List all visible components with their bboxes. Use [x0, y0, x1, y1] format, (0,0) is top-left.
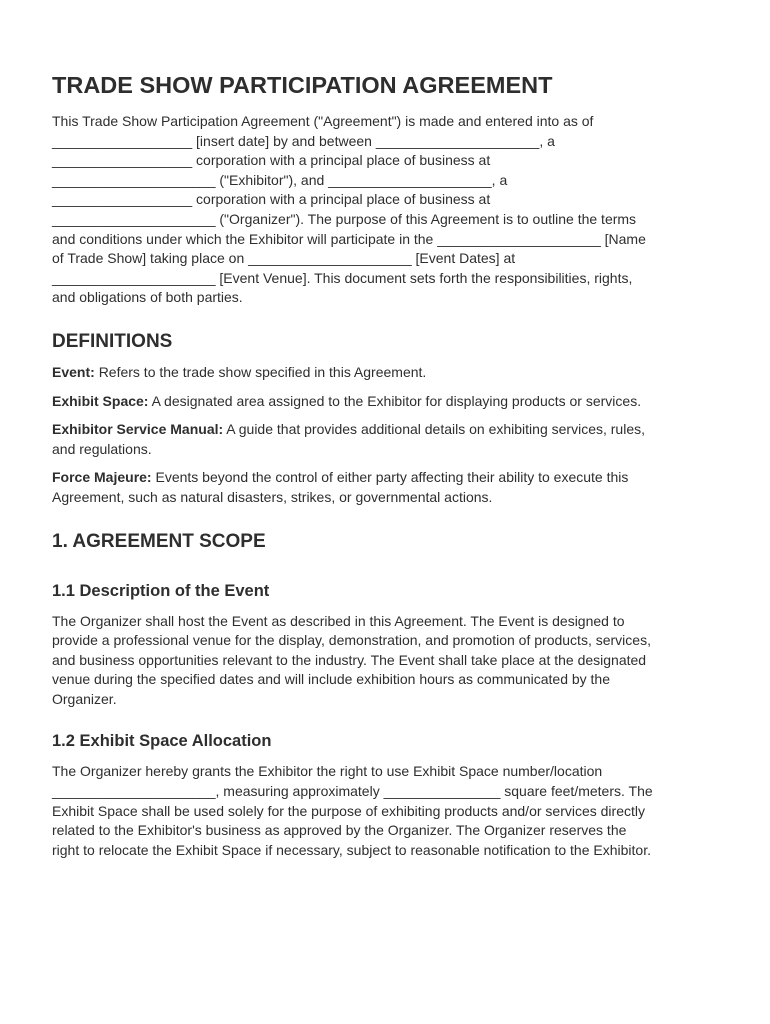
paragraph-line: The Organizer shall host the Event as described in this Agreement. The Event is designed to	[52, 612, 625, 629]
definition-term: Exhibitor Service Manual:	[52, 421, 224, 438]
paragraph-line: venue during the specified dates and will include exhibition hours as communicated by the	[52, 671, 611, 688]
intro-line: This Trade Show Participation Agreement ("Agreement") is made and entered into as of	[52, 113, 594, 129]
paragraph-line: right to relocate the Exhibit Space if necessary, subject to reasonable notification to the Exhibitor.	[52, 841, 651, 858]
intro-line: _____________________ ("Exhibitor"), and _____________________, a	[52, 171, 508, 188]
intro-line: and conditions under which the Exhibitor will participate in the _____________________ [Name	[52, 230, 646, 247]
paragraph-line: Exhibit Space shall be used solely for the purpose of exhibiting products and/or services directly	[52, 802, 645, 819]
event-description-paragraph	[52, 612, 724, 710]
exhibit-space-allocation-heading: 1.2 Exhibit Space Allocation	[52, 732, 272, 751]
intro-line: and obligations of both parties.	[52, 289, 243, 306]
definition-force-majeure	[52, 468, 724, 507]
paragraph-line: provide a professional venue for the display, demonstration, and promotion of products, services,	[52, 632, 651, 649]
definition-text: and regulations.	[52, 440, 152, 457]
document-content	[52, 70, 724, 860]
intro-line: _____________________ [Event Venue]. This document sets forth the responsibilities, rights,	[52, 269, 633, 286]
document-title: TRADE SHOW PARTICIPATION AGREEMENT	[52, 72, 553, 98]
definition-exhibit-space	[52, 392, 724, 412]
definition-text: Refers to the trade show specified in this Agreement.	[98, 363, 427, 380]
exhibit-space-allocation-paragraph	[52, 762, 724, 860]
event-description-heading: 1.1 Description of the Event	[52, 581, 270, 600]
definition-term: Exhibit Space:	[52, 392, 149, 409]
intro-line: __________________ corporation with a principal place of business at	[52, 191, 491, 208]
definition-term: Force Majeure:	[52, 469, 152, 486]
intro-paragraph	[52, 112, 724, 308]
agreement-scope-heading: 1. AGREEMENT SCOPE	[52, 530, 266, 552]
definition-event	[52, 363, 724, 383]
intro-line: __________________ [insert date] by and between _____________________, a	[52, 132, 555, 149]
definition-term: Event:	[52, 363, 95, 380]
paragraph-line: and business opportunities relevant to the industry. The Event shall take place at the designated	[52, 651, 647, 668]
paragraph-line: _____________________, measuring approximately _______________ square feet/meters. The	[52, 783, 653, 800]
paragraph-line: related to the Exhibitor's business as approved by the Organizer. The Organizer reserves the	[52, 822, 627, 839]
definition-text: A guide that provides additional details on exhibiting services, rules,	[226, 421, 645, 438]
definitions-heading: DEFINITIONS	[52, 330, 173, 352]
definition-text: Agreement, such as natural disasters, strikes, or governmental actions.	[52, 488, 493, 505]
intro-line: of Trade Show] taking place on _____________________ [Event Dates] at	[52, 250, 516, 267]
definition-text: Events beyond the control of either party affecting their ability to execute this	[155, 469, 629, 486]
paragraph-line: The Organizer hereby grants the Exhibitor the right to use Exhibit Space number/location	[52, 763, 603, 780]
intro-line: __________________ corporation with a principal place of business at	[52, 152, 491, 169]
paragraph-line: Organizer.	[52, 690, 117, 707]
intro-line: _____________________ ("Organizer"). The purpose of this Agreement is to outline the terms	[52, 210, 637, 227]
definition-exhibitor-service-manual	[52, 420, 724, 459]
definition-text: A designated area assigned to the Exhibitor for displaying products or services.	[151, 392, 642, 409]
